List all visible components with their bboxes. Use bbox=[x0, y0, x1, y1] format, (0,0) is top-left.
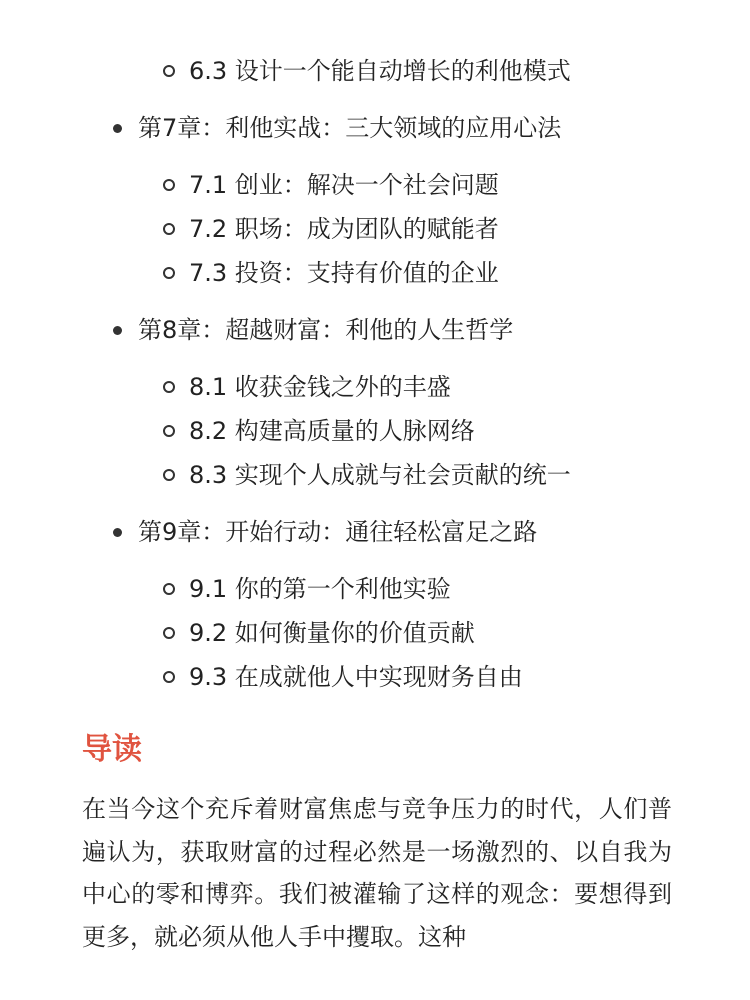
outline-subitem-text: 9.3 在成就他人中实现财务自由 bbox=[189, 663, 523, 691]
outline-chapter-text: 第9章：开始行动：通往轻松富足之路 bbox=[138, 518, 538, 546]
outline-subitem-text: 9.1 你的第一个利他实验 bbox=[189, 575, 451, 603]
hollow-bullet-icon bbox=[163, 671, 175, 683]
outline-subitem-text: 7.2 职场：成为团队的赋能者 bbox=[189, 215, 499, 243]
hollow-bullet-icon bbox=[163, 425, 175, 437]
filled-bullet-icon bbox=[113, 326, 122, 335]
outline-subitem-7-3 bbox=[163, 253, 499, 293]
outline-subitem-text: 7.3 投资：支持有价值的企业 bbox=[189, 259, 499, 287]
hollow-bullet-icon bbox=[163, 381, 175, 393]
outline-subitem-7-2 bbox=[163, 209, 499, 249]
outline-subitem-text: 8.3 实现个人成就与社会贡献的统一 bbox=[189, 461, 571, 489]
intro-paragraph: 在当今这个充斥着财富焦虑与竞争压力的时代，人们普遍认为，获取财富的过程必然是一场激烈的、以自我为中心的零和博弈。我们被灌输了这样的观念：要想得到更多，就必须从他人手中攫取。这种 bbox=[82, 795, 672, 951]
outline-subitem-6-3 bbox=[163, 51, 571, 91]
outline-subitem-9-1 bbox=[163, 569, 451, 609]
outline-subitem-text: 6.3 设计一个能自动增长的利他模式 bbox=[189, 57, 571, 85]
outline-subitem-text: 8.1 收获金钱之外的丰盛 bbox=[189, 373, 451, 401]
outline-subitem-9-2 bbox=[163, 613, 475, 653]
outline-subitem-8-3 bbox=[163, 455, 571, 495]
hollow-bullet-icon bbox=[163, 223, 175, 235]
outline-subitem-9-3 bbox=[163, 657, 523, 697]
outline-subitem-7-1 bbox=[163, 165, 499, 205]
outline-chapter-text: 第8章：超越财富：利他的人生哲学 bbox=[138, 316, 514, 344]
filled-bullet-icon bbox=[113, 528, 122, 537]
hollow-bullet-icon bbox=[163, 267, 175, 279]
outline-chapter-8 bbox=[113, 310, 513, 350]
outline-subitem-8-1 bbox=[163, 367, 451, 407]
hollow-bullet-icon bbox=[163, 179, 175, 191]
outline-subitem-text: 8.2 构建高质量的人脉网络 bbox=[189, 417, 475, 445]
section-heading: 导读 bbox=[82, 732, 142, 767]
outline-chapter-7 bbox=[113, 108, 561, 148]
hollow-bullet-icon bbox=[163, 583, 175, 595]
hollow-bullet-icon bbox=[163, 65, 175, 77]
hollow-bullet-icon bbox=[163, 469, 175, 481]
hollow-bullet-icon bbox=[163, 627, 175, 639]
outline-subitem-text: 9.2 如何衡量你的价值贡献 bbox=[189, 619, 475, 647]
outline-subitem-8-2 bbox=[163, 411, 475, 451]
outline-subitem-text: 7.1 创业：解决一个社会问题 bbox=[189, 171, 499, 199]
filled-bullet-icon bbox=[113, 124, 122, 133]
outline-chapter-9 bbox=[113, 512, 537, 552]
outline-chapter-text: 第7章：利他实战：三大领域的应用心法 bbox=[138, 114, 562, 142]
